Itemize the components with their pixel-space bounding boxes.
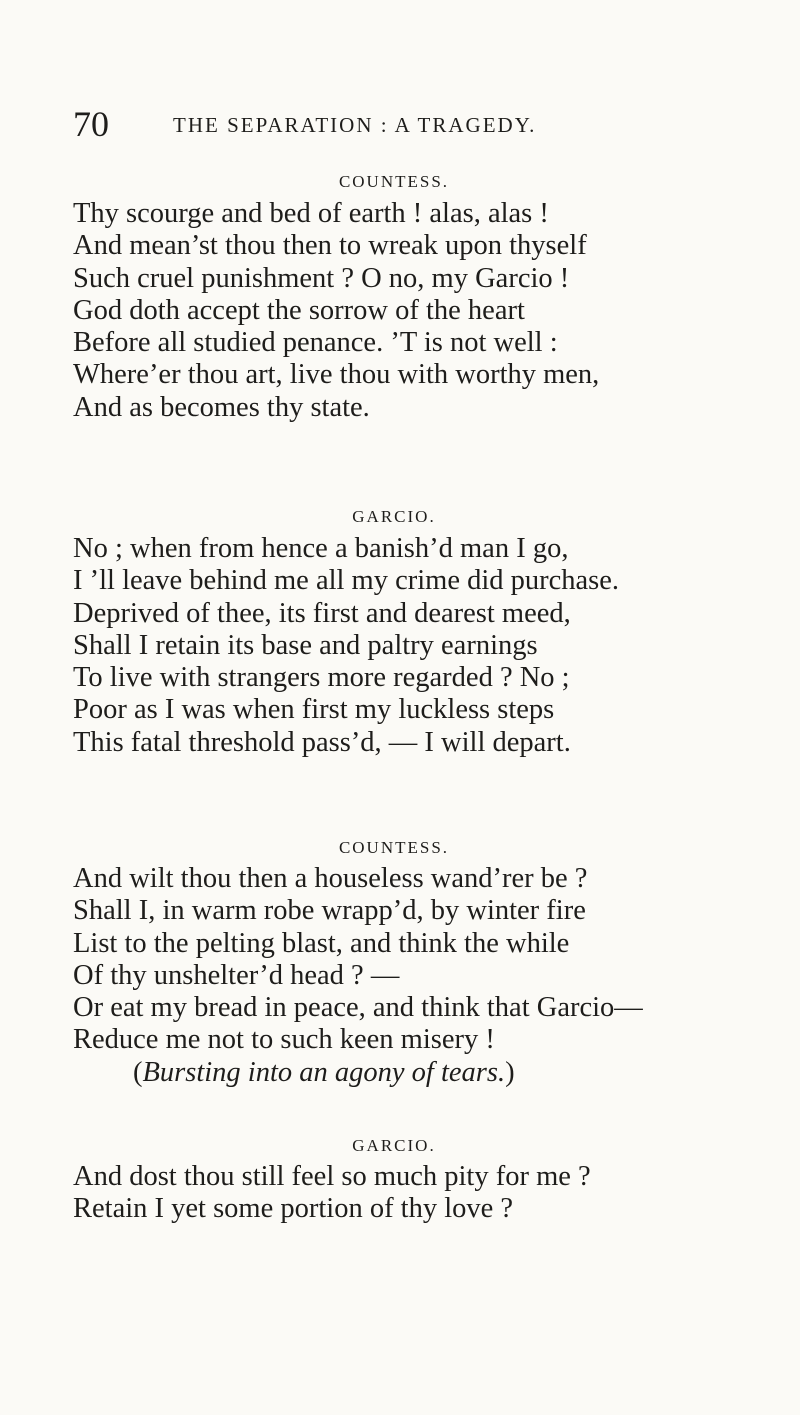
speech-countess-2 [73,863,793,1089]
verse-line: List to the pelting blast, and think the while [73,927,570,959]
verse-line: Thy scourge and bed of earth ! alas, alas ! [73,198,549,229]
verse-line: I ’ll leave behind me all my crime did purchase. [73,565,620,597]
stage-direction: (Bursting into an agony of tears.) [133,1056,515,1088]
stage-direction-text: Bursting into an agony of tears. [142,1056,506,1088]
verse-line: And mean’st thou then to wreak upon thyself [73,230,587,262]
verse-line: No ; when from hence a banish’d man I go, [73,533,569,564]
verse-line: Or eat my bread in peace, and think that Garcio— [73,992,643,1024]
verse-line: And dost thou still feel so much pity for me ? [73,1161,591,1192]
speaker-garcio: GARCIO. [352,1136,436,1155]
verse-line: Where’er thou art, live thou with worthy men, [73,359,600,391]
verse-line: Deprived of thee, its first and dearest meed, [73,597,571,629]
speech-garcio-1 [73,533,793,759]
speaker-garcio: GARCIO. [352,507,436,526]
verse-line: This fatal threshold pass’d, — I will depart. [73,726,571,758]
speaker-countess: COUNTESS. [338,172,450,191]
verse-line: Such cruel punishment ? O no, my Garcio ! [73,262,570,294]
verse-line: Shall I retain its base and paltry earnings [73,629,538,661]
verse-line: God doth accept the sorrow of the heart [73,294,525,326]
speaker-countess: COUNTESS. [338,838,450,857]
speech-countess-1 [73,198,793,424]
verse-line: Retain I yet some portion of thy love ? [73,1193,514,1225]
verse-line: To live with strangers more regarded ? No ; [73,662,570,694]
verse-line: Shall I, in warm robe wrapp’d, by winter fire [73,895,586,927]
verse-line: And as becomes thy state. [73,391,370,423]
running-title: THE SEPARATION : A TRAGEDY. [173,113,537,137]
verse-line: And wilt thou then a houseless wand’rer be ? [73,863,588,894]
speech-garcio-2 [73,1161,793,1226]
running-head [73,102,753,146]
verse-line: Poor as I was when first my luckless steps [73,694,555,726]
verse-line: Reduce me not to such keen misery ! [73,1024,495,1056]
page-number: 70 [73,104,109,144]
verse-line: Of thy unshelter’d head ? — [73,959,400,991]
verse-line: Before all studied penance. ’T is not well : [73,327,558,359]
